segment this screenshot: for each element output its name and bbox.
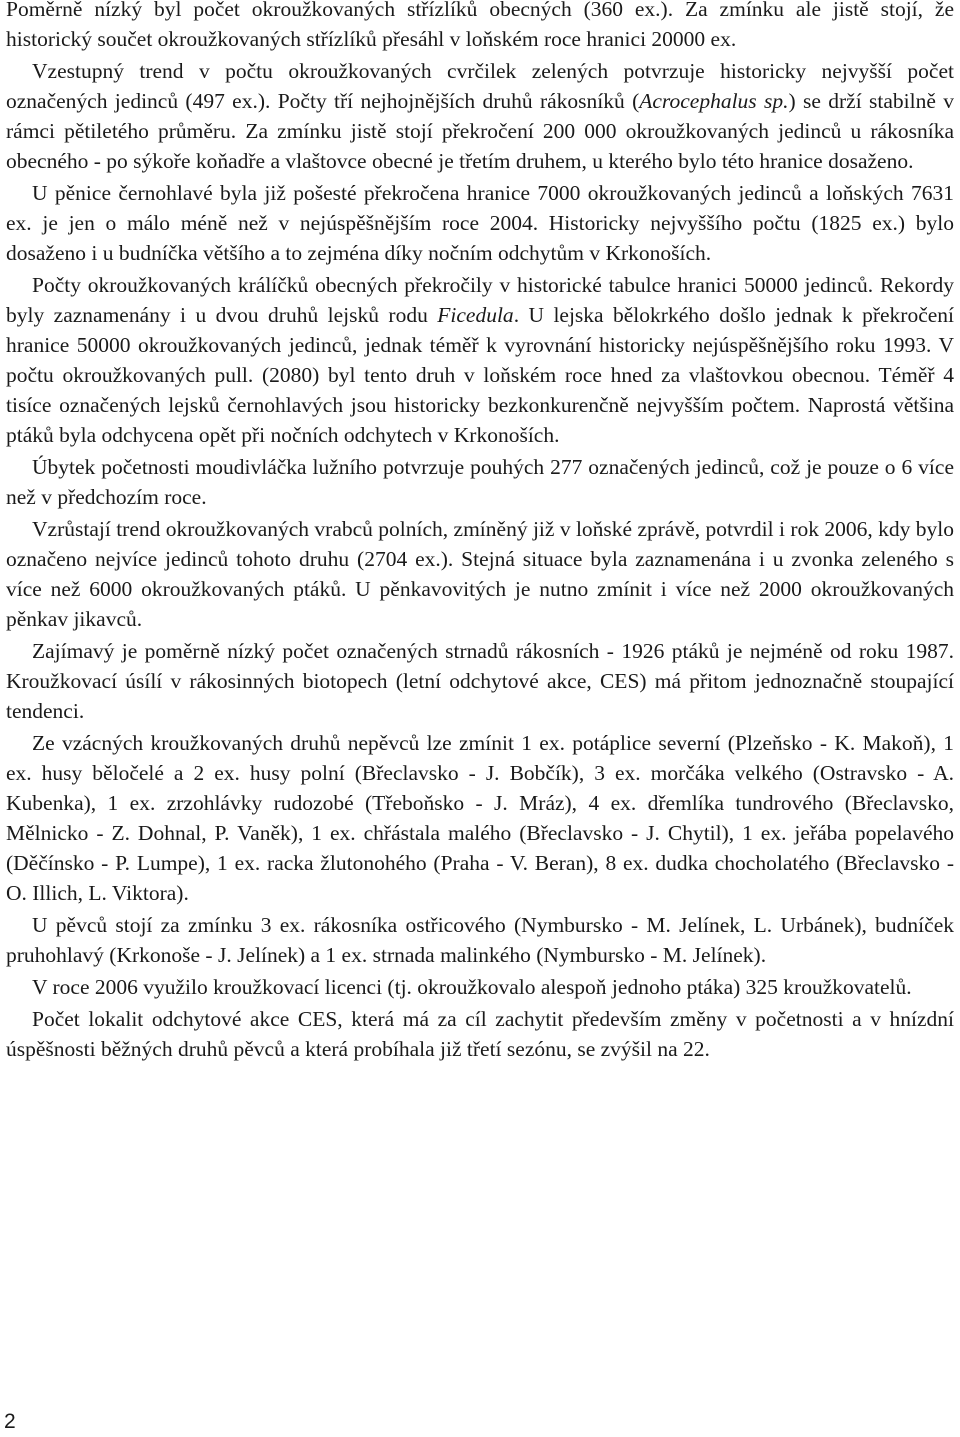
paragraph-text: Počty okroužkovaných králíčků obecných překročily v historické tabulce hranici 50000 jedinců. Rekordy byly zaznamenány i u dvou druhů lejsků rodu xyxy=(6,273,954,327)
paragraph-rare-non-passerines: Ze vzácných kroužkovaných druhů nepěvců lze zmínit 1 ex. potáplice severní (Plzeňsko - K. Makoň), 1 ex. husy běločelé a 2 ex. husy polní (Břeclavsko - J. Bobčík), 3 ex. morčáka velkého (Ostravsko - A. Kubenka), 1 ex. zrzohlávky rudozobé (Třeboňsko - J. Mráz), 4 ex. dřemlíka tundrového (Břeclavsko, Mělnicko - Z. Dohnal, P. Vaněk), 1 ex. chřástala malého (Břeclavsko - J. Chytil), 1 ex. jeřába popelavého (Děčínsko - P. Lumpe), 1 ex. racka žlutonohého (Praha - V. Beran), 8 ex. dudka chocholatého (Břeclavsko - O. Illich, L. Viktora). xyxy=(6,731,954,905)
latin-name-acrocephalus: Acrocephalus sp. xyxy=(639,89,789,113)
paragraph-rare-passerines: U pěvců stojí za zmínku 3 ex. rákosníka ostřicového (Nymbursko - M. Jelínek, L. Urbánek), budníček pruhohlavý (Krkonoše - J. Jelínek) a 1 ex. strnada malinkého (Nymbursko - M. Jelínek). xyxy=(6,913,954,967)
paragraph-goldcrests-flycatchers xyxy=(6,270,954,450)
paragraph-wrens: Poměrně nízký byl počet okroužkovaných střízlíků obecných (360 ex.). Za zmínku ale jistě stojí, že historický součet okroužkovaných střízlíků přesáhl v loňském roce hranici 20000 ex. xyxy=(6,0,954,51)
paragraph-text: ) se drží stabilně v rámci pětiletého průměru. Za zmínku jistě stojí překročení 200 000 okroužkovaných jedinců u rákosníka obecného - po sýkoře koňadře a vlaštovce obecné je třetím druhem, u kterého bylo této hranice dosaženo. xyxy=(6,89,954,173)
paragraph-reed-buntings: Zajímavý je poměrně nízký počet označených strnadů rákosních - 1926 ptáků je nejméně od roku 1987. Kroužkovací úsílí v rákosinných biotopech (letní odchytové akce, CES) má přitom jednoznačně stoupající tendenci. xyxy=(6,639,954,723)
paragraph-ces-sites: Počet lokalit odchytové akce CES, která má za cíl zachytit především změny v početnosti a v hnízdní úspěšnosti běžných druhů pěvců a která probíhala již třetí sezónu, se zvýšil na 22. xyxy=(6,1007,954,1061)
paragraph-text: Vzestupný trend v počtu okroužkovaných cvrčilek zelených potvrzuje historicky nejvyšší počet označených jedinců (497 ex.). Počty tří nejhojnějších druhů rákosníků ( xyxy=(6,59,954,113)
paragraph-ringers: V roce 2006 využilo kroužkovací licenci (tj. okroužkovalo alespoň jednoho ptáka) 325 kroužkovatelů. xyxy=(32,975,912,999)
paragraph-blackcaps: U pěnice černohlavé byla již pošesté překročena hranice 7000 okroužkovaných jedinců a loňských 7631 ex. je jen o málo méně než v nejúspěšnějším roce 2004. Historicky nejvyššího počtu (1825 ex.) bylo dosaženo i u budníčka většího a to zejména díky nočním odchytům v Krkonoších. xyxy=(6,181,954,265)
latin-name-ficedula: Ficedula xyxy=(437,303,514,327)
paragraph-tree-sparrows: Vzrůstají trend okroužkovaných vrabců polních, zmíněný již v loňské zprávě, potvrdil i rok 2006, kdy bylo označeno nejvíce jedinců tohoto druhu (2704 ex.). Stejná situace byla zaznamenána i u zvonka zeleného s více než 6000 okroužkovaných ptáků. U pěnkavovitých je nutno zmínit i více než 2000 okroužkovaných pěnkav jikavců. xyxy=(6,517,954,631)
paragraph-text: . U lejska bělokrkého došlo jednak k překročení hranice 50000 okroužkovaných jedinců, jednak téměř k vyrovnání historicky nejúspěšnějšího roku 1993. V počtu okroužkovaných pull. (2080) byl tento druh v loňském roce hned za vlaštovkou obecnou. Téměř 4 tisíce označených lejsků černohlavých jsou historicky bezkonkurenčně nejvyšším počtem. Naprostá většina ptáků byla odchycena opět při nočních odchytech v Krkonoších. xyxy=(6,303,955,447)
paragraph-penduline-tits: Úbytek početnosti moudivláčka lužního potvrzuje pouhých 277 označených jedinců, což je pouze o 6 více než v předchozím roce. xyxy=(6,455,954,509)
page-number: 2 xyxy=(4,1410,16,1433)
paragraph-grasshopper-warblers xyxy=(6,56,954,176)
document-page xyxy=(6,0,954,1066)
